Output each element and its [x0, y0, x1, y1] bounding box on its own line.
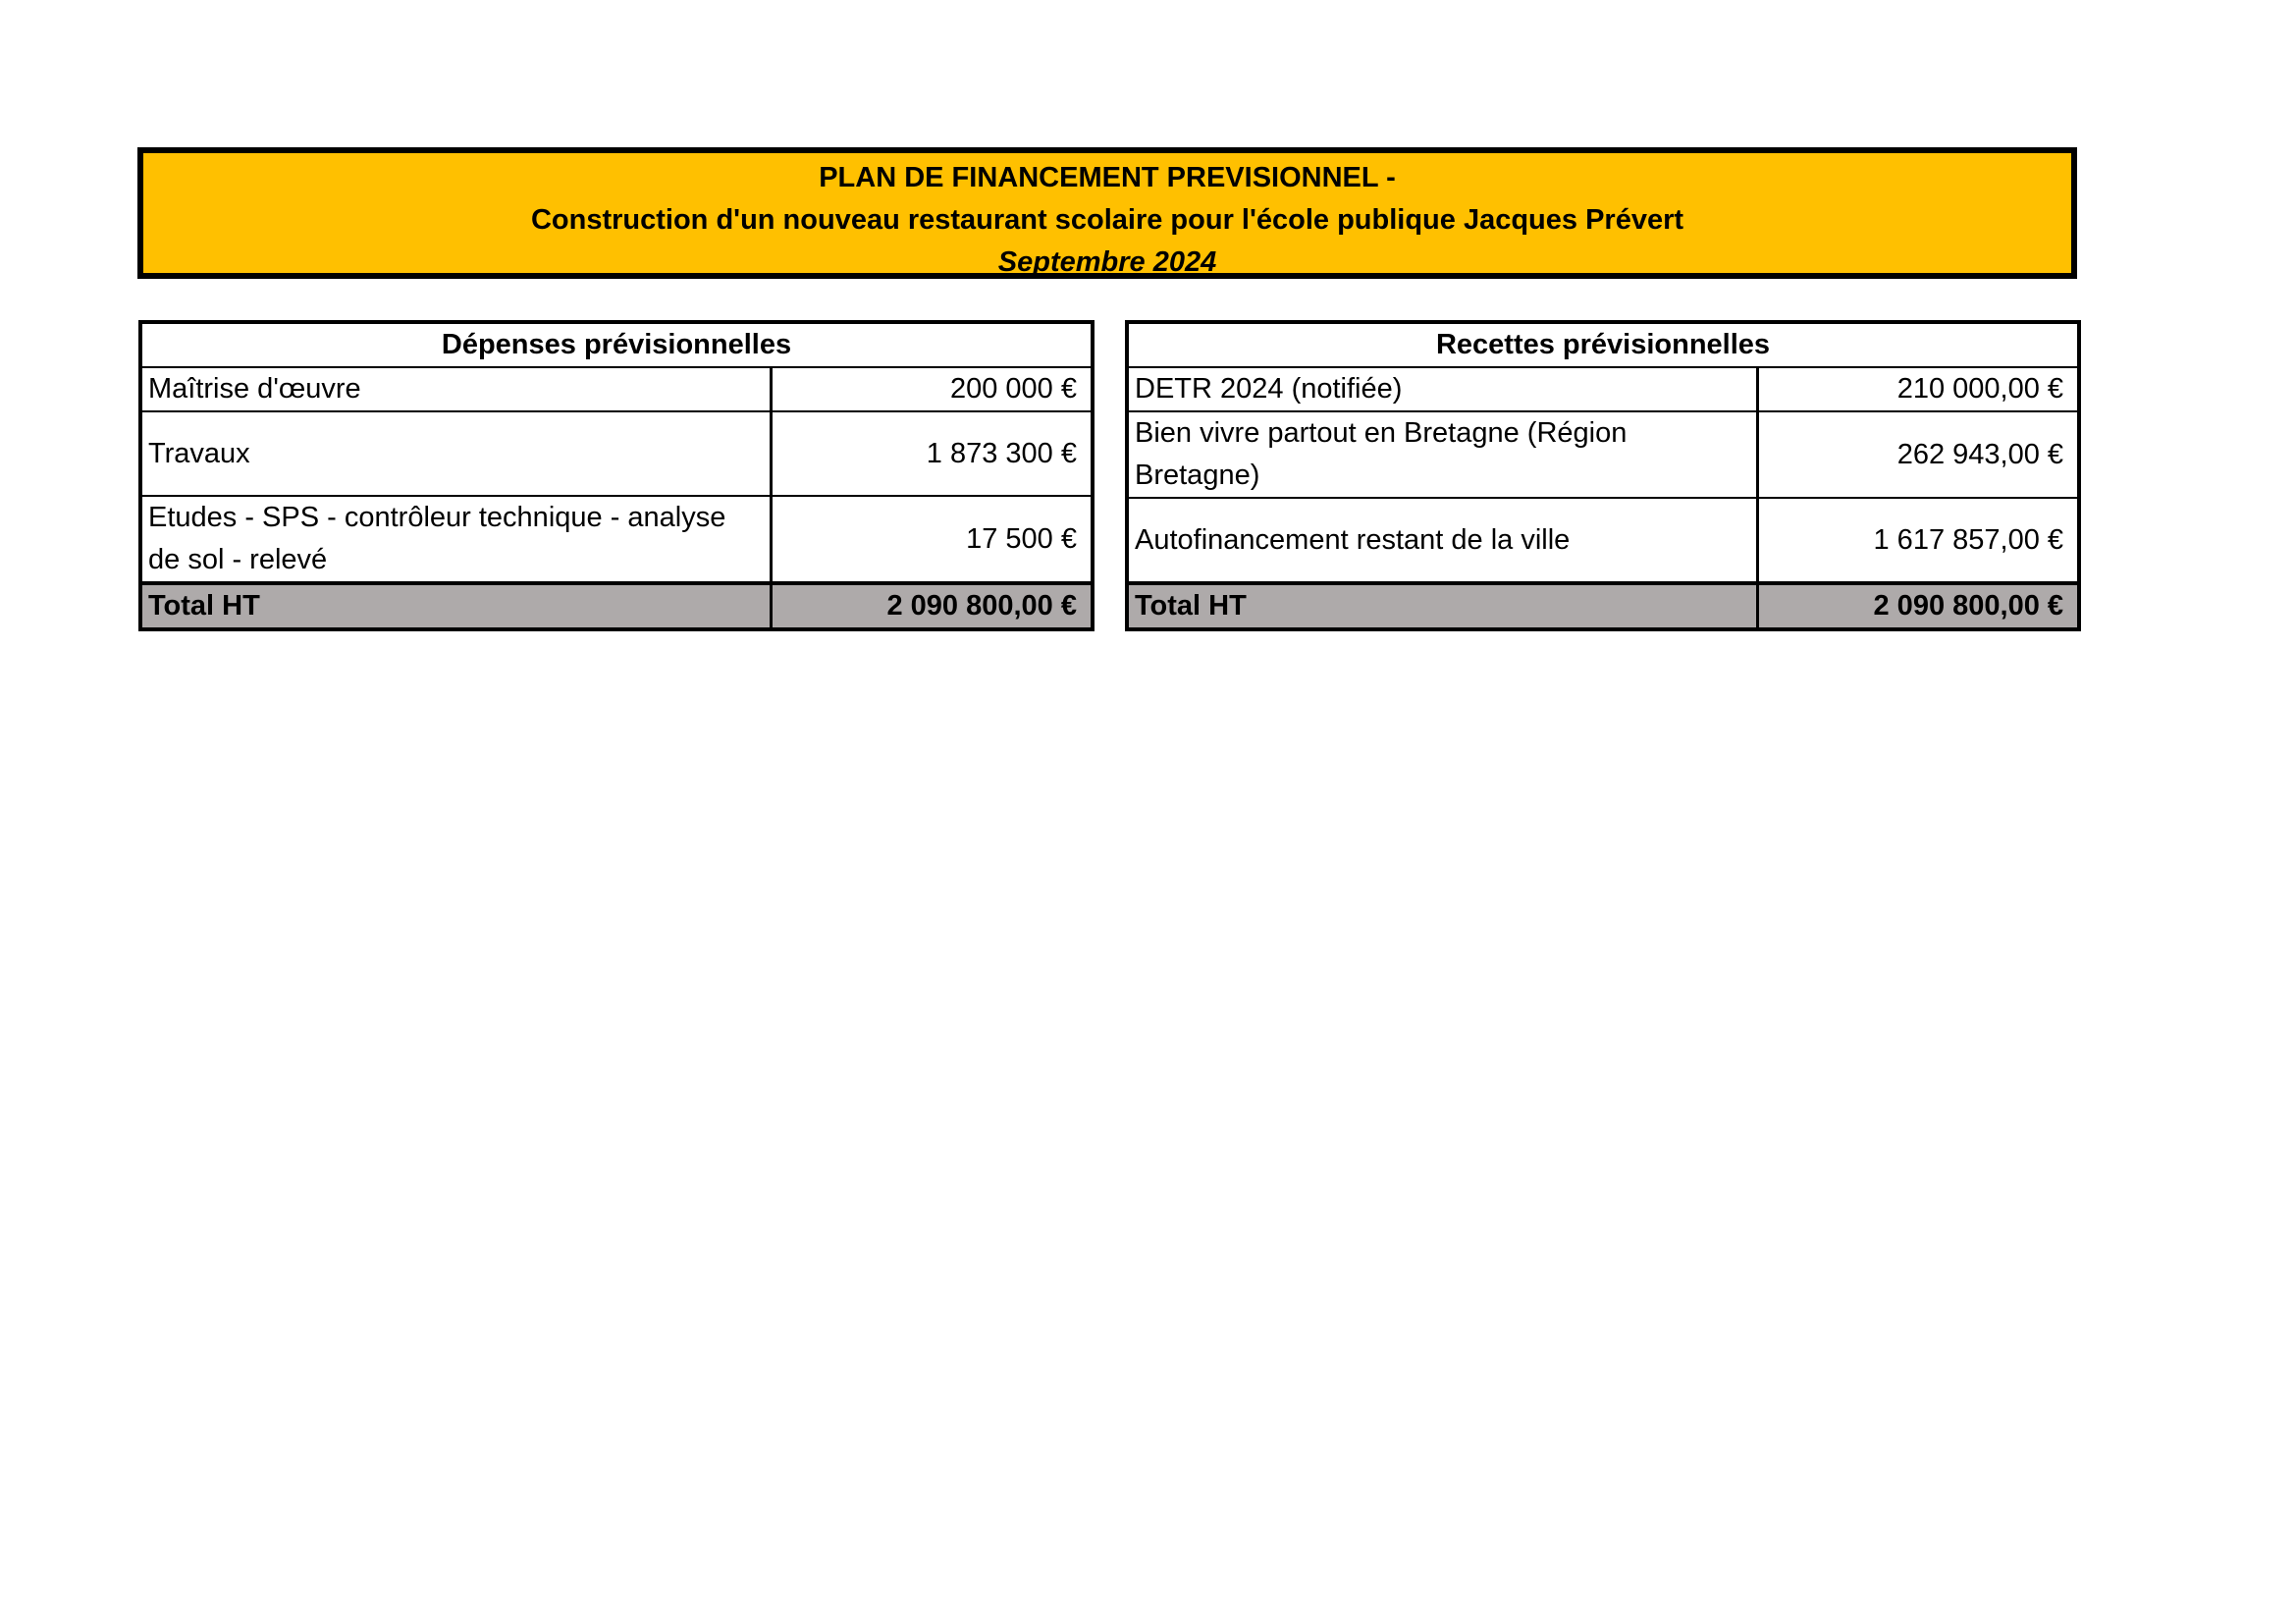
table-header-row — [1127, 322, 2079, 367]
depenses-heading: Dépenses prévisionnelles — [140, 322, 1093, 367]
row-amount: 17 500 € — [771, 496, 1093, 583]
total-label: Total HT — [1127, 583, 1757, 629]
table-row — [1127, 498, 2079, 583]
table-header-row — [140, 322, 1093, 367]
table-row — [140, 367, 1093, 411]
document-title: PLAN DE FINANCEMENT PREVISIONNEL - — [819, 162, 1396, 193]
row-amount: 262 943,00 € — [1757, 411, 2079, 498]
total-label: Total HT — [140, 583, 771, 629]
row-amount: 1 873 300 € — [771, 411, 1093, 496]
recettes-table — [1125, 320, 2081, 631]
row-label: Maîtrise d'œuvre — [140, 367, 771, 411]
recettes-heading: Recettes prévisionnelles — [1127, 322, 2079, 367]
document-date: Septembre 2024 — [997, 246, 1217, 278]
depenses-table — [138, 320, 1095, 631]
row-amount: 210 000,00 € — [1757, 367, 2079, 411]
row-amount: 200 000 € — [771, 367, 1093, 411]
document-subtitle: Construction d'un nouveau restaurant scolaire pour l'école publique Jacques Prévert — [530, 204, 1684, 236]
row-label: Bien vivre partout en Bretagne (Région Bretagne) — [1127, 411, 1757, 498]
total-row — [140, 583, 1093, 629]
row-amount: 1 617 857,00 € — [1757, 498, 2079, 583]
row-label: Travaux — [140, 411, 771, 496]
row-label: Autofinancement restant de la ville — [1127, 498, 1757, 583]
table-row — [140, 496, 1093, 583]
total-amount: 2 090 800,00 € — [1757, 583, 2079, 629]
total-row — [1127, 583, 2079, 629]
table-row — [1127, 411, 2079, 498]
table-row — [1127, 367, 2079, 411]
row-label: Etudes - SPS - contrôleur technique - analyse de sol - relevé — [140, 496, 771, 583]
total-amount: 2 090 800,00 € — [771, 583, 1093, 629]
table-row — [140, 411, 1093, 496]
document-header — [137, 147, 2077, 279]
row-label: DETR 2024 (notifiée) — [1127, 367, 1757, 411]
